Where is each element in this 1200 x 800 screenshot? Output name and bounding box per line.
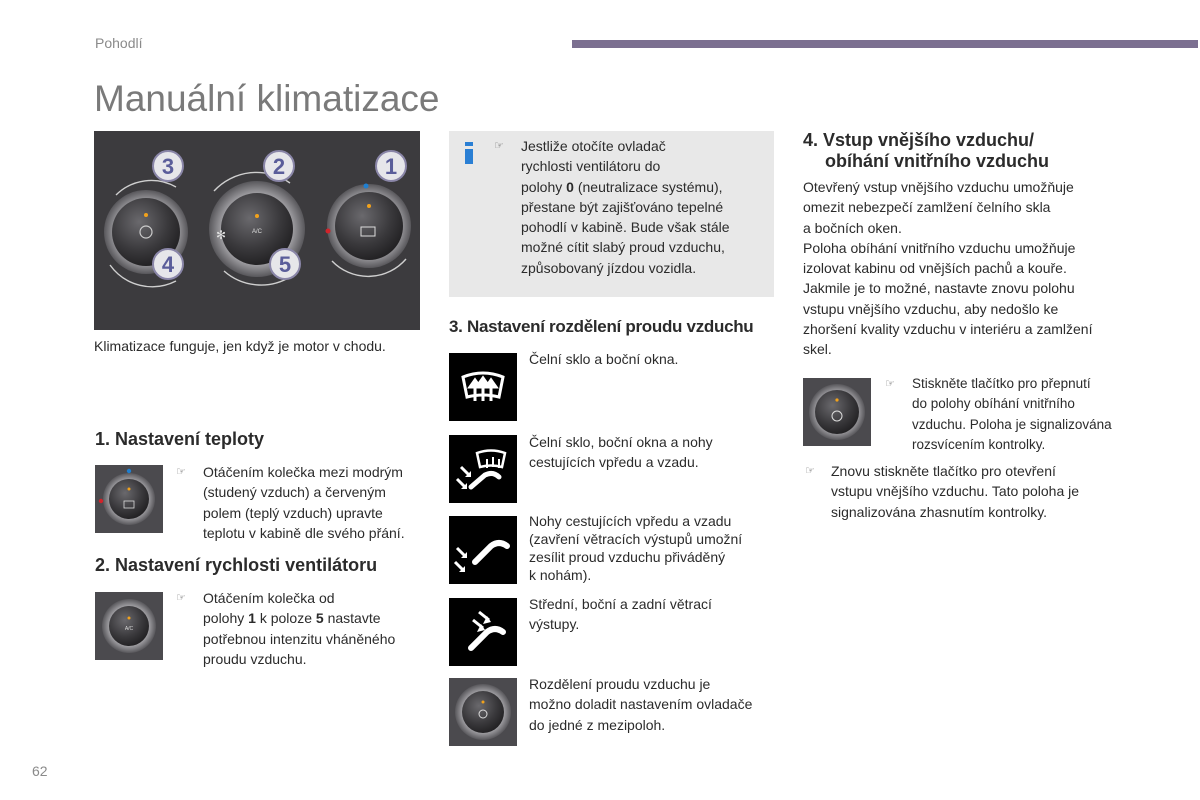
text-line: teplotu v kabině dle svého přání. xyxy=(203,524,405,541)
page-title: Manuální klimatizace xyxy=(94,78,440,119)
text-line: Jakmile je to možné, nastavte znovu polohu xyxy=(803,280,1075,297)
callout-5: 5 xyxy=(278,252,292,277)
text-line: izolovat kabinu od vnějších pachů a kouře. xyxy=(803,260,1067,277)
text-line: signalizována zhasnutím kontrolky. xyxy=(831,503,1048,520)
recirculation-bullet-1 xyxy=(885,374,1185,455)
text-line: Otáčením kolečka mezi modrým xyxy=(203,464,403,480)
text-line: Čelní sklo, boční okna a nohy xyxy=(529,434,713,450)
face-vents-icon xyxy=(449,598,517,666)
climate-control-photo xyxy=(94,131,420,330)
text-line: vzduchu. Poloha je signalizována xyxy=(912,416,1112,432)
temperature-knob-thumbnail xyxy=(95,465,163,533)
recirculation-paragraph xyxy=(803,177,1188,360)
text-line: Otáčením kolečka od xyxy=(203,590,335,606)
text-line: (studený vzduch) a červeným xyxy=(203,484,386,501)
text-line: cestujících vpředu a vzadu. xyxy=(529,454,699,471)
position-value: 5 xyxy=(315,610,324,627)
text-line: zesílit proud vzduchu přiváděný xyxy=(529,549,726,565)
text-line xyxy=(203,608,426,628)
text-fragment: polohy xyxy=(521,178,567,195)
callout-2: 2 xyxy=(272,154,286,179)
text-line: pohodlí v kabině. Bude však stále xyxy=(521,219,730,236)
text-line: (zavření větracích výstupů umožní xyxy=(529,531,743,547)
temperature-heading: 1. Nastavení teploty xyxy=(95,429,265,449)
position-value: 0 xyxy=(566,178,574,195)
pointer-icon: ☞ xyxy=(805,465,815,477)
recirculation-button-thumbnail xyxy=(803,378,871,446)
text-line: Poloha obíhání vnitřního vzduchu umožňuje xyxy=(803,239,1076,256)
pointer-icon: ☞ xyxy=(176,592,186,604)
heading-line: obíhání vnitřního vzduchu xyxy=(825,151,1049,171)
svg-text:✻: ✻ xyxy=(216,228,227,242)
text-line: skel. xyxy=(803,341,832,358)
text-fragment: nastavte xyxy=(323,610,381,627)
temperature-bullet xyxy=(176,462,426,543)
callout-1: 1 xyxy=(384,154,398,179)
text-line: omezit nebezpečí zamlžení čelního skla xyxy=(803,199,1051,216)
text-line: polem (teplý vzduch) upravte xyxy=(203,504,383,521)
ac-label: A/C xyxy=(124,626,134,632)
recirculation-bullet-2 xyxy=(805,461,1190,522)
text-line: přestane být zajišťováno tepelné xyxy=(521,198,724,215)
text-line: Nohy cestujících vpředu a vzadu xyxy=(529,513,732,529)
text-line: Jestliže otočíte ovladač xyxy=(521,138,666,154)
text-line: Střední, boční a zadní větrací xyxy=(529,596,712,612)
windscreen-and-feet-icon xyxy=(449,435,517,503)
distribution-heading: 3. Nastavení rozdělení proudu vzduchu xyxy=(449,317,754,336)
text-line xyxy=(521,177,769,197)
callout-3: 3 xyxy=(161,154,175,179)
text-line: rychlosti ventilátoru do xyxy=(521,158,661,175)
text-line: Čelní sklo a boční okna. xyxy=(529,351,679,367)
text-line: vstupu vnějšího vzduchu. Tato poloha je xyxy=(831,483,1080,500)
info-icon xyxy=(462,142,476,164)
text-line: Stiskněte tlačítko pro přepnutí xyxy=(912,376,1091,391)
feet-icon xyxy=(449,516,517,584)
text-line: možné cítit slabý proud vzduchu, xyxy=(521,239,725,256)
text-line: do polohy obíhání vnitřního xyxy=(912,396,1075,412)
text-line: Znovu stiskněte tlačítko pro otevření xyxy=(831,463,1056,479)
distribution-text-3 xyxy=(529,512,784,584)
distribution-text-4 xyxy=(529,594,779,635)
page-number: 62 xyxy=(32,763,48,779)
position-value: 1 xyxy=(248,610,256,627)
text-line: proudu vzduchu. xyxy=(203,650,307,667)
text-line: a bočních oken. xyxy=(803,219,902,236)
text-line: Otevřený vstup vnějšího vzduchu umožňuje xyxy=(803,179,1074,195)
text-fragment: (neutralizace systému), xyxy=(573,178,723,195)
pointer-icon: ☞ xyxy=(176,466,186,478)
text-line: rozsvícením kontrolky. xyxy=(912,436,1046,452)
distribution-knob-thumbnail xyxy=(449,678,517,746)
text-line: vstupu vnějšího vzduchu, aby nedošlo ke xyxy=(803,300,1059,317)
text-fragment: polohy xyxy=(203,610,249,627)
recirculation-heading xyxy=(803,130,1173,172)
text-line: k nohám). xyxy=(529,567,592,583)
windscreen-icon xyxy=(449,353,517,421)
text-line: výstupy. xyxy=(529,616,580,633)
text-line: možno doladit nastavením ovladače xyxy=(529,696,753,713)
distribution-text-2 xyxy=(529,432,779,473)
header-accent-bar xyxy=(572,40,1198,48)
fan-knob-thumbnail xyxy=(95,592,163,660)
pointer-icon: ☞ xyxy=(885,378,895,390)
callout-4: 4 xyxy=(161,252,175,277)
distribution-text-5 xyxy=(529,674,784,735)
text-line: Rozdělení proudu vzduchu je xyxy=(529,676,711,692)
text-line: potřebnou intenzitu vháněného xyxy=(203,630,396,647)
text-line: zhoršení kvality vzduchu v interiéru a zamlžení xyxy=(803,321,1093,338)
section-label: Pohodlí xyxy=(95,35,143,51)
text-line: způsobovaný jízdou vozidla. xyxy=(521,259,697,276)
distribution-text-1 xyxy=(529,349,779,369)
photo-caption: Klimatizace funguje, jen když je motor v chodu. xyxy=(94,338,386,354)
fan-bullet xyxy=(176,588,426,669)
fan-speed-heading: 2. Nastavení rychlosti ventilátoru xyxy=(95,555,378,575)
text-line: do jedné z mezipoloh. xyxy=(529,716,666,733)
ac-label: A/C xyxy=(251,229,263,235)
heading-line: 4. Vstup vnějšího vzduchu/ xyxy=(803,130,1035,150)
info-text xyxy=(494,136,769,278)
pointer-icon: ☞ xyxy=(494,140,504,152)
text-fragment: k poloze xyxy=(255,610,316,627)
